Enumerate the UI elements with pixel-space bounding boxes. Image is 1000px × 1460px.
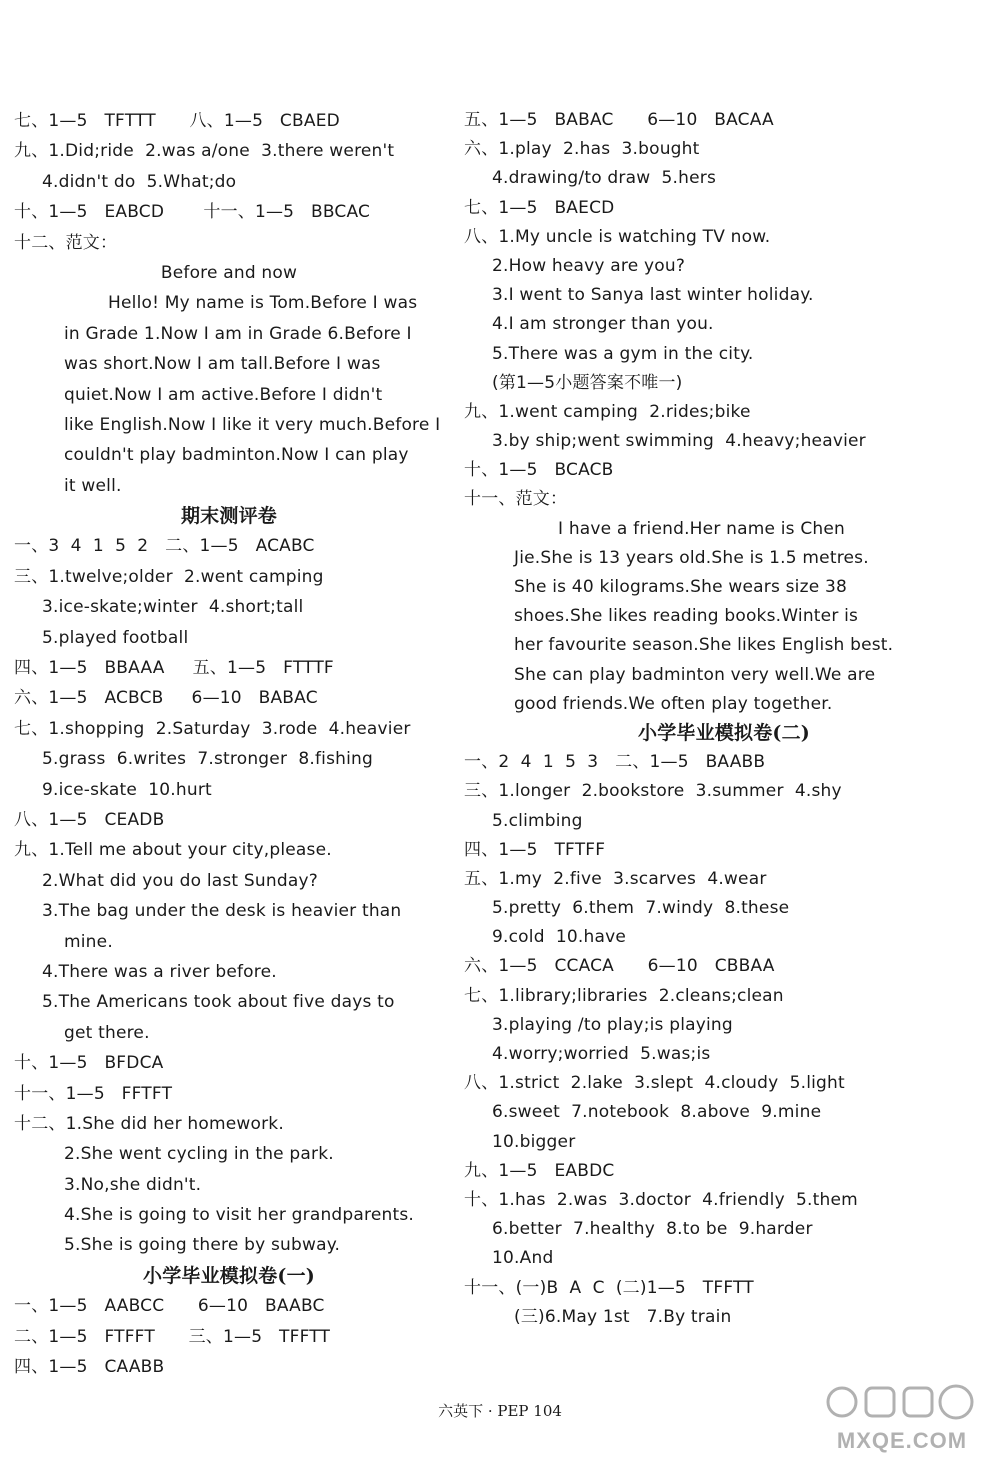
answer-line: it well.: [64, 475, 122, 496]
answer-line: 四、1—5 BBAAA 五、1—5 FTTTF: [14, 658, 334, 679]
page-footer: 六英下 · PEP 104: [438, 1402, 562, 1420]
answer-line: was short.Now I am tall.Before I was: [64, 354, 381, 375]
answer-line: 五、1—5 BABAC 6—10 BACAA: [464, 110, 774, 130]
answer-line: her favourite season.She likes English best.: [514, 635, 894, 656]
answer-line: 一、2 4 1 5 3 二、1—5 BAABB: [464, 752, 766, 773]
answer-line: Jie.She is 13 years old.She is 1.5 metres.: [514, 547, 869, 568]
answer-line: 5.grass 6.writes 7.stronger 8.fishing: [42, 749, 373, 770]
answer-line: 5.pretty 6.them 7.windy 8.these: [492, 898, 790, 919]
answer-line: She is 40 kilograms.She wears size 38: [514, 577, 848, 597]
answer-line: 10.bigger: [492, 1131, 576, 1152]
answer-line: 4.She is going to visit her grandparents.: [64, 1205, 414, 1226]
answer-line: 5.climbing: [492, 810, 583, 831]
answer-line: She can play badminton very well.We are: [514, 664, 876, 685]
answer-line: mine.: [64, 931, 113, 952]
answer-line: shoes.She likes reading books.Winter is: [514, 606, 859, 627]
answer-line: couldn't play badminton.Now I can play: [64, 445, 409, 466]
answer-line: 2.How heavy are you?: [492, 255, 686, 276]
answer-line: (第1—5小题答案不唯一): [492, 372, 683, 393]
section-heading: 期末测评卷: [180, 505, 277, 528]
answer-line: 6.sweet 7.notebook 8.above 9.mine: [492, 1102, 822, 1123]
answer-line: 十一、1—5 FFTFT: [14, 1083, 173, 1104]
answer-line: 六、1—5 CCACA 6—10 CBBAA: [464, 956, 775, 977]
section-heading: 小学毕业模拟卷(二): [638, 721, 810, 744]
answer-line: 5.The Americans took about five days to: [42, 992, 395, 1013]
answer-line: 9.ice-skate 10.hurt: [42, 779, 212, 800]
answer-line: quiet.Now I am active.Before I didn't: [64, 384, 383, 405]
answer-line: 五、1.my 2.five 3.scarves 4.wear: [464, 868, 767, 889]
answer-line: 4.worry;worried 5.was;is: [492, 1044, 711, 1064]
answer-line: 九、1.went camping 2.rides;bike: [464, 401, 751, 422]
answer-line: 十一、(一)B A C (二)1—5 TFFTT: [464, 1277, 754, 1298]
answer-line: in Grade 1.Now I am in Grade 6.Before I: [64, 323, 412, 344]
answer-line: good friends.We often play together.: [514, 693, 833, 714]
answer-line: 3.I went to Sanya last winter holiday.: [492, 285, 814, 306]
answer-line: 一、3 4 1 5 2 二、1—5 ACABC: [14, 536, 315, 557]
answer-line: 2.She went cycling in the park.: [64, 1144, 334, 1165]
answer-line: 十一、范文：: [464, 489, 568, 510]
answer-line: 5.played football: [42, 627, 189, 648]
answer-line: 八、1.strict 2.lake 3.slept 4.cloudy 5.light: [464, 1073, 845, 1094]
watermark-logo: [822, 1376, 982, 1456]
answer-line: 七、1—5 BAECD: [464, 197, 615, 218]
answer-line: 九、1—5 EABDC: [464, 1160, 615, 1181]
answer-line: 六、1.play 2.has 3.bought: [464, 139, 700, 160]
answer-line: 九、1.Did;ride 2.was a/one 3.there weren't: [14, 141, 395, 162]
answer-line: 七、1.shopping 2.Saturday 3.rode 4.heavier: [14, 718, 411, 739]
answer-line: 四、1—5 TFTFF: [464, 839, 606, 860]
answer-line: 十二、1.She did her homework.: [14, 1113, 284, 1134]
answer-line: 3.by ship;went swimming 4.heavy;heavier: [492, 431, 866, 452]
answer-line: 10.And: [492, 1248, 554, 1269]
answer-line: 九、1.Tell me about your city,please.: [14, 840, 332, 861]
watermark-seal-icon: [822, 1376, 982, 1428]
answer-line: 十二、范文：: [14, 232, 118, 253]
answer-line: 六、1—5 ACBCB 6—10 BABAC: [14, 688, 318, 709]
answer-line: 八、1—5 CEADB: [14, 809, 165, 830]
answer-line: Hello! My name is Tom.Before I was: [108, 293, 418, 314]
answer-line: 4.drawing/to draw 5.hers: [492, 168, 717, 189]
answer-line: 3.The bag under the desk is heavier than: [42, 901, 402, 922]
left-column: [14, 106, 444, 1382]
answer-line: 2.What did you do last Sunday?: [42, 870, 318, 891]
answer-line: get there.: [64, 1022, 150, 1043]
answer-line: 十、1—5 BFDCA: [14, 1053, 164, 1074]
answer-line: 十、1.has 2.was 3.doctor 4.friendly 5.them: [464, 1189, 858, 1210]
answer-line: 4.There was a river before.: [42, 961, 277, 982]
answer-line: 七、1.library;libraries 2.cleans;clean: [464, 985, 784, 1006]
answer-line: 6.better 7.healthy 8.to be 9.harder: [492, 1219, 813, 1240]
answer-line: 3.ice-skate;winter 4.short;tall: [42, 597, 304, 618]
answer-line: 5.There was a gym in the city.: [492, 343, 754, 364]
answer-line: 十、1—5 EABCD 十一、1—5 BBCAC: [14, 202, 371, 223]
answer-line: 三、1.longer 2.bookstore 3.summer 4.shy: [464, 781, 842, 802]
answer-line: (三)6.May 1st 7.By train: [514, 1306, 732, 1327]
answer-line: 3.playing /to play;is playing: [492, 1014, 733, 1035]
answer-line: Before and now: [160, 262, 298, 283]
answer-line: 9.cold 10.have: [492, 927, 627, 948]
answer-line: 八、1.My uncle is watching TV now.: [464, 226, 771, 247]
answer-line: I have a friend.Her name is Chen: [558, 518, 845, 539]
answer-line: 七、1—5 TFTTT 八、1—5 CBAED: [14, 111, 340, 131]
answer-line: 四、1—5 CAABB: [14, 1357, 165, 1378]
answer-line: 4.didn't do 5.What;do: [42, 171, 237, 192]
answer-line: 4.I am stronger than you.: [492, 314, 714, 335]
answer-line: 十、1—5 BCACB: [464, 460, 614, 481]
answer-line: 3.No,she didn't.: [64, 1174, 202, 1195]
answer-line: like English.Now I like it very much.Before I: [64, 414, 441, 435]
answer-line: 二、1—5 FTFFT 三、1—5 TFFTT: [14, 1326, 331, 1347]
answer-line: 5.She is going there by subway.: [64, 1235, 341, 1256]
answer-line: 一、1—5 AABCC 6—10 BAABC: [14, 1296, 325, 1317]
section-heading: 小学毕业模拟卷(一): [143, 1264, 315, 1287]
answer-line: 三、1.twelve;older 2.went camping: [14, 566, 324, 587]
right-column: [464, 106, 984, 1332]
watermark-text: MXQE.COM: [836, 1428, 968, 1453]
